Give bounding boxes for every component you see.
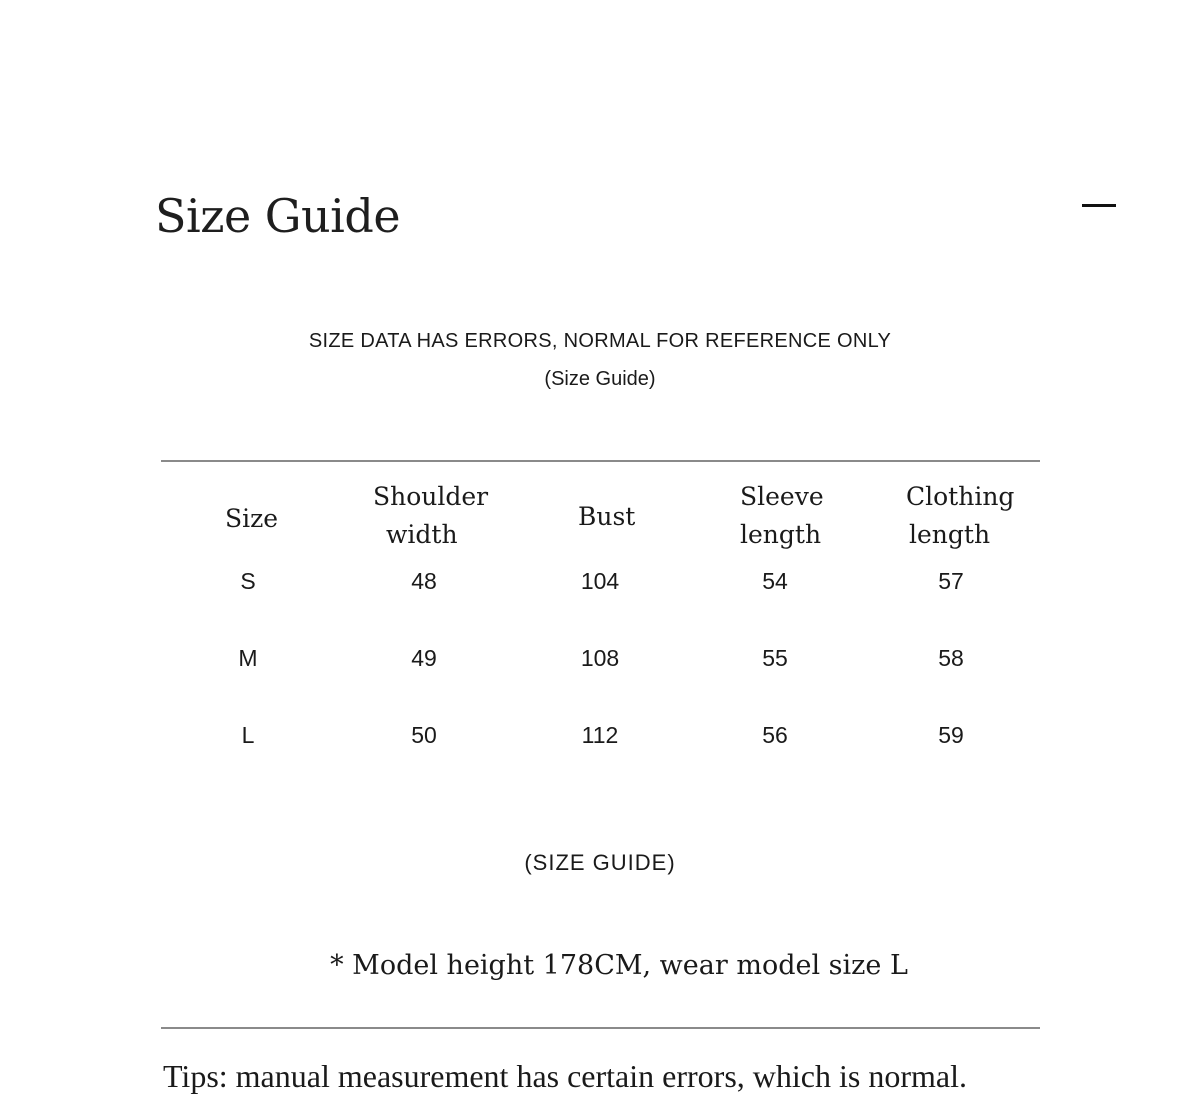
cell-size: M [238,645,258,671]
column-header-label: Sleeve [740,482,824,511]
cell-sleeve-length: 54 [762,568,788,594]
cell-shoulder-width: 49 [411,645,437,671]
cell-bust: 104 [580,568,620,594]
divider-bottom [161,1027,1040,1029]
column-header-label: Size [225,504,279,533]
tips-text: Tips: manual measurement has certain errors, which is normal. [163,1058,967,1094]
column-header-label: width [386,520,458,549]
column-header-label: Bust [578,502,636,531]
column-header-sleeve-length [740,478,824,554]
cell-clothing-length: 58 [938,645,964,671]
cell-clothing-length: 59 [938,722,964,748]
column-header-size [225,500,278,538]
cell-size: S [240,568,256,594]
cell-bust: 108 [580,645,620,671]
cell-bust: 112 [581,722,619,748]
column-header-label: Shoulder [373,482,489,511]
column-header-label: length [740,520,822,549]
cell-clothing-length: 57 [938,568,964,594]
cell-shoulder-width: 48 [411,568,437,594]
model-note: * Model height 178CM, wear model size L [330,950,908,981]
column-header-shoulder-width [373,478,488,554]
cell-shoulder-width: 50 [411,722,437,748]
column-header-label: Clothing [906,482,1015,511]
page-title: Size Guide [155,189,401,243]
cell-size: L [241,722,255,748]
divider-top [161,460,1040,462]
column-header-clothing-length [906,478,1014,554]
collapse-button[interactable] [1082,196,1116,216]
cell-sleeve-length: 56 [762,722,788,748]
notice-subtitle: (Size Guide) [544,368,656,390]
notice-text: SIZE DATA HAS ERRORS, NORMAL FOR REFERENCE ONLY [308,330,892,352]
column-header-label: length [909,520,991,549]
minus-icon [1082,204,1116,207]
column-header-bust [578,498,635,536]
size-guide-caption: (SIZE GUIDE) [524,850,676,875]
cell-sleeve-length: 55 [762,645,788,671]
